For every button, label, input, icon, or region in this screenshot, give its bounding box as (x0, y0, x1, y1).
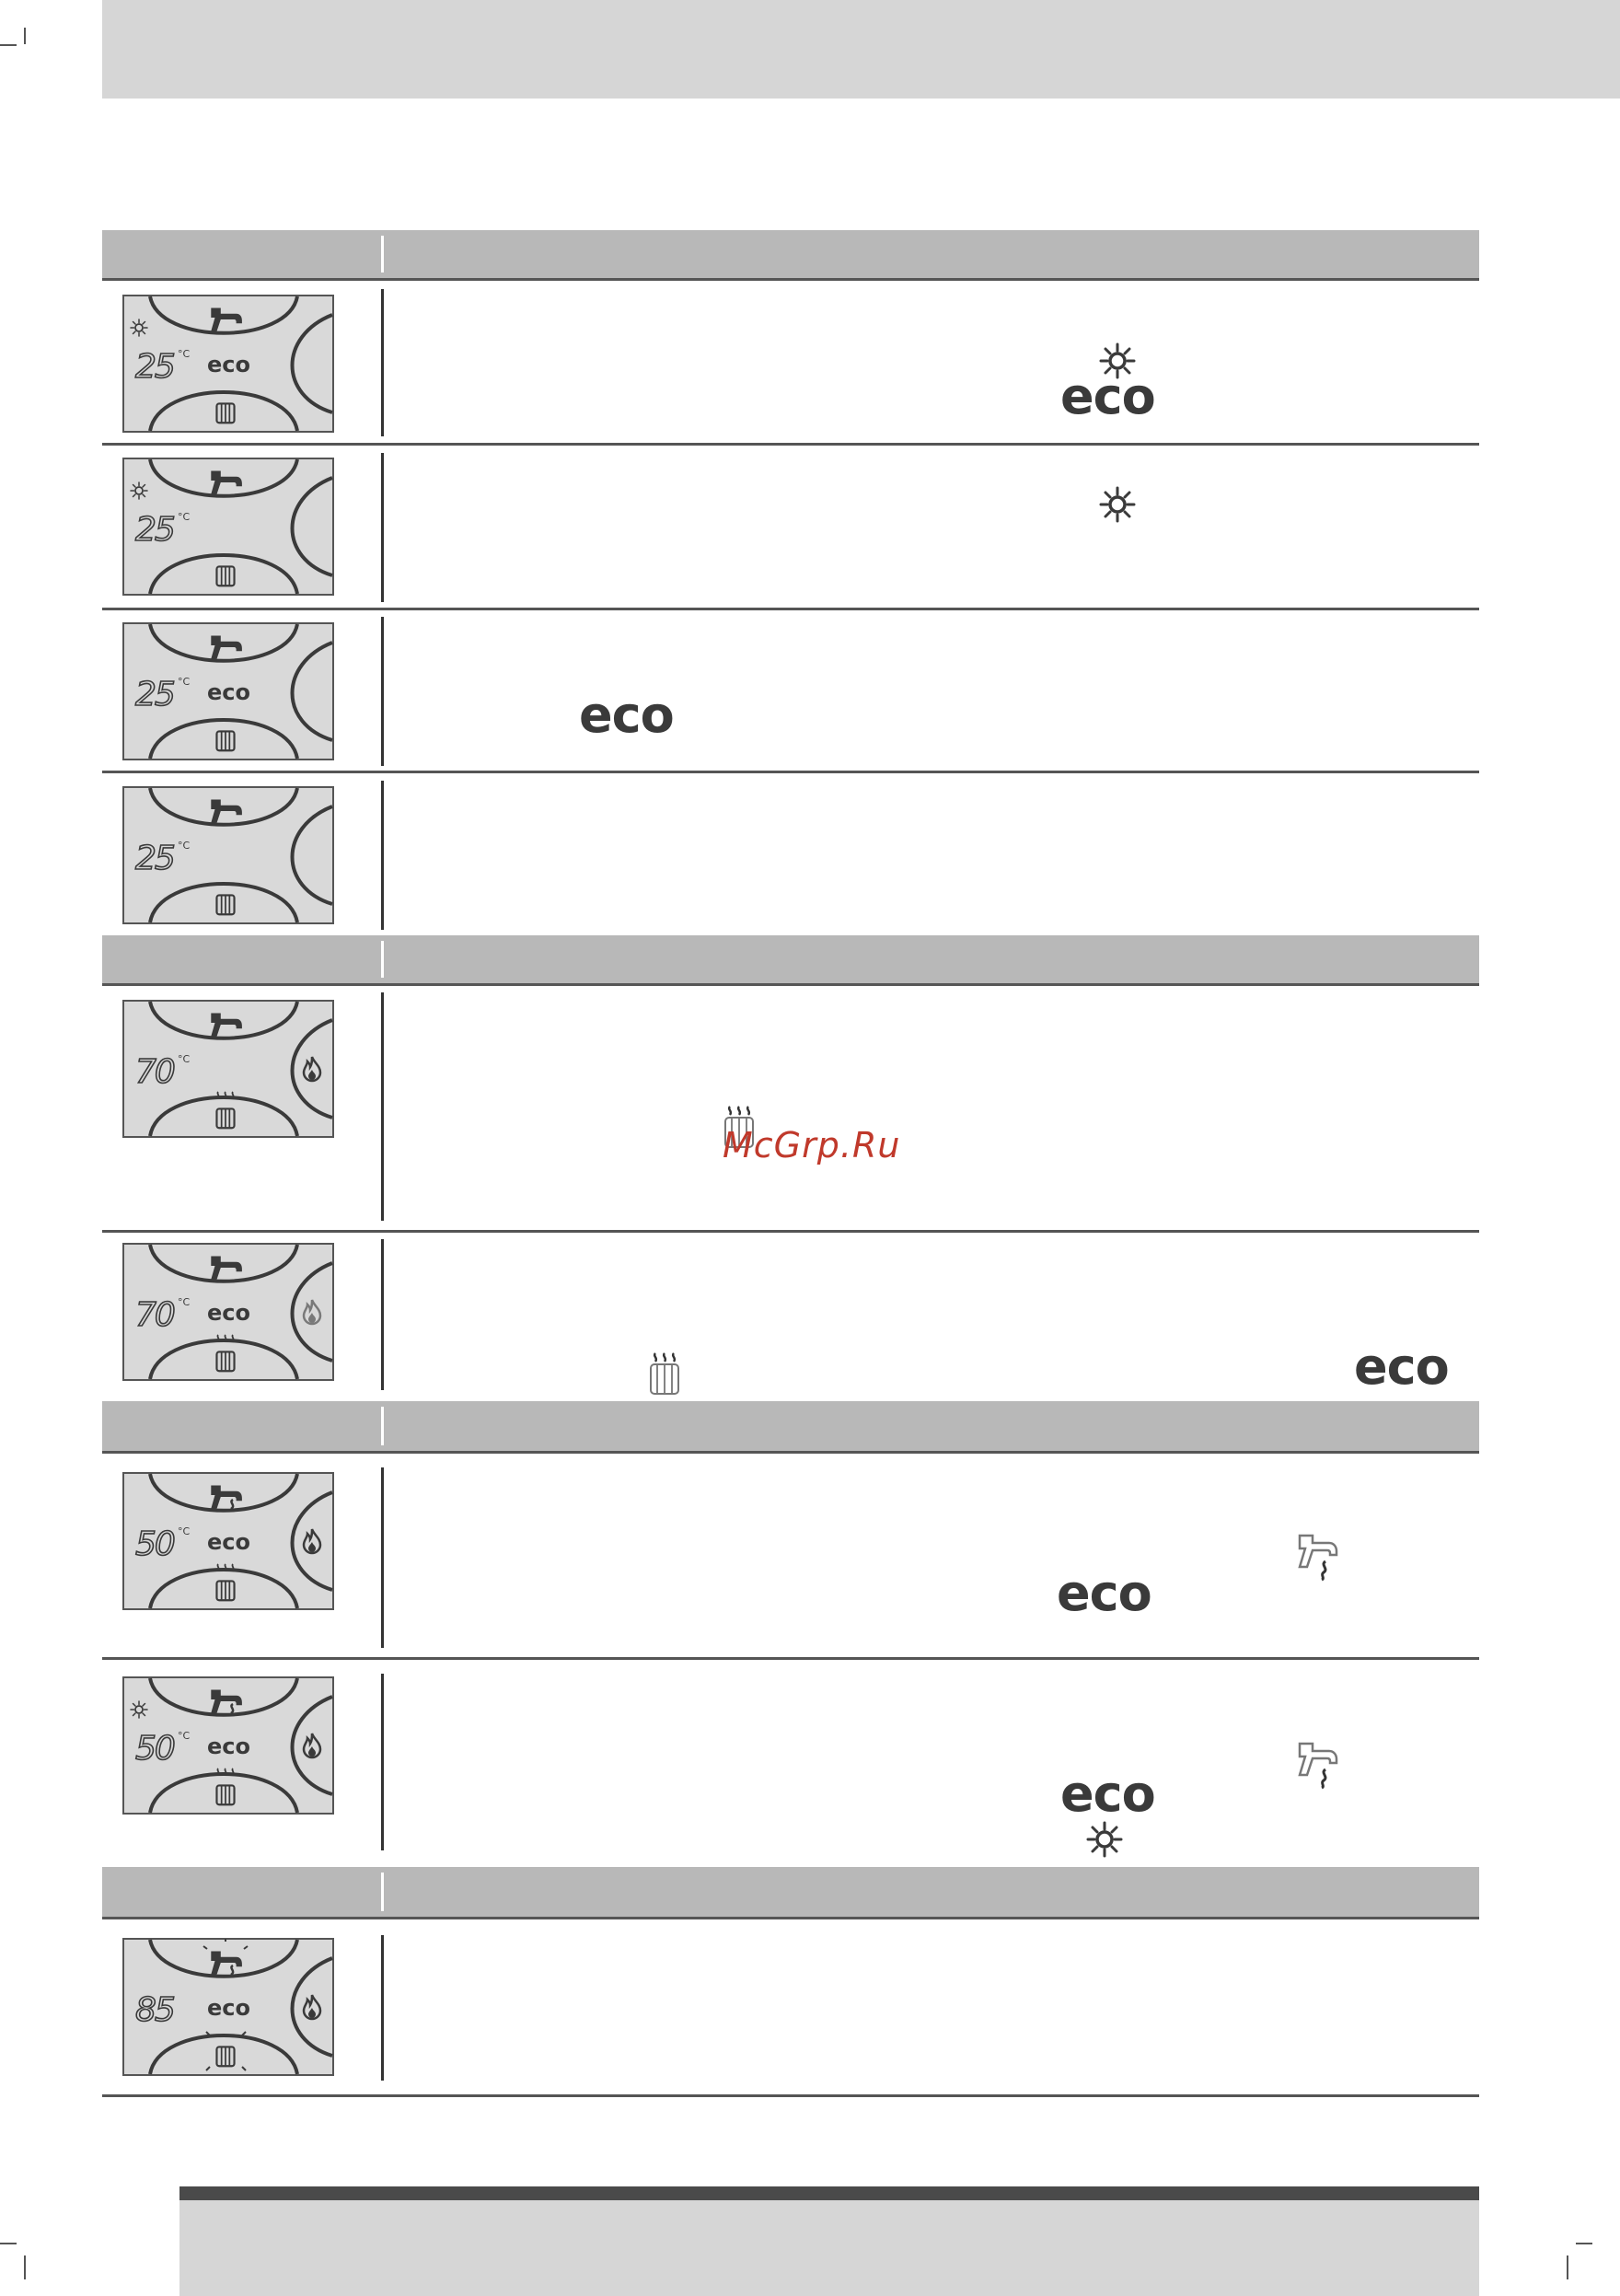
lcd-temperature: 50 (135, 1730, 174, 1768)
crop-mark (24, 28, 26, 44)
column-divider (381, 1935, 384, 2081)
section-header (102, 230, 1479, 281)
tap-icon (1287, 1528, 1342, 1583)
column-divider (381, 617, 384, 766)
column-divider (381, 1674, 384, 1850)
crop-mark (0, 2243, 17, 2244)
lcd-eco: eco (207, 679, 250, 705)
lcd-unit: °C (178, 1525, 191, 1537)
lcd-unit: °C (178, 511, 191, 523)
header-bar (102, 0, 1620, 99)
lcd-display (122, 1938, 334, 2076)
crop-mark (0, 44, 17, 46)
lcd-temperature: 25 (135, 676, 174, 713)
lcd-eco: eco (207, 1300, 250, 1326)
lcd-temperature: 70 (135, 1053, 174, 1091)
lcd-display (122, 1676, 334, 1815)
lcd-temperature: 70 (135, 1296, 174, 1334)
lcd-display (122, 786, 334, 924)
section-header (102, 1401, 1479, 1454)
footer-bar (179, 2186, 1479, 2200)
row-separator (102, 1230, 1479, 1233)
lcd-temperature: 85 (135, 1991, 174, 2029)
row-separator (102, 443, 1479, 446)
lcd-display (122, 458, 334, 596)
lcd-unit: °C (178, 348, 191, 360)
column-divider (381, 781, 384, 930)
eco-icon: eco (1057, 1564, 1151, 1622)
radiator-icon (646, 1351, 683, 1397)
lcd-eco: eco (207, 1995, 250, 2021)
section-header (102, 935, 1479, 986)
column-divider (381, 1239, 384, 1390)
lcd-display (122, 1472, 334, 1610)
lcd-unit: °C (178, 1053, 191, 1065)
lcd-unit: °C (178, 676, 191, 688)
lcd-eco: eco (207, 1734, 250, 1759)
eco-icon: eco (1060, 1765, 1155, 1823)
eco-icon: eco (1354, 1338, 1449, 1396)
lcd-unit: °C (178, 1296, 191, 1308)
lcd-temperature: 50 (135, 1525, 174, 1563)
lcd-display (122, 1000, 334, 1138)
section-header (102, 1867, 1479, 1919)
column-divider (381, 1467, 384, 1648)
row-separator (102, 2094, 1479, 2097)
crop-mark (1567, 2255, 1568, 2279)
eco-icon: eco (1060, 367, 1155, 425)
sun-icon (1086, 1821, 1123, 1858)
crop-mark (24, 2255, 26, 2279)
lcd-unit: °C (178, 840, 191, 852)
watermark: McGrp.Ru (723, 1125, 901, 1165)
column-divider (381, 289, 384, 436)
lcd-display (122, 622, 334, 760)
water-drip-icon (231, 1704, 233, 1713)
row-separator (102, 771, 1479, 773)
lcd-temperature: 25 (135, 840, 174, 877)
lcd-display (122, 295, 334, 433)
lcd-eco: eco (207, 1529, 250, 1555)
footer-panel (179, 2200, 1479, 2296)
row-separator (102, 608, 1479, 610)
lcd-eco: eco (207, 352, 250, 377)
lcd-display (122, 1243, 334, 1381)
water-drip-icon (231, 1966, 233, 1975)
lcd-temperature: 25 (135, 511, 174, 549)
sun-icon (1099, 486, 1136, 523)
crop-mark (1576, 2243, 1592, 2244)
eco-icon: eco (579, 686, 674, 744)
lcd-unit: °C (178, 1730, 191, 1742)
lcd-temperature: 25 (135, 348, 174, 386)
tap-icon (1287, 1736, 1342, 1792)
row-separator (102, 1657, 1479, 1660)
water-drip-icon (231, 1500, 233, 1509)
column-divider (381, 453, 384, 602)
column-divider (381, 992, 384, 1221)
